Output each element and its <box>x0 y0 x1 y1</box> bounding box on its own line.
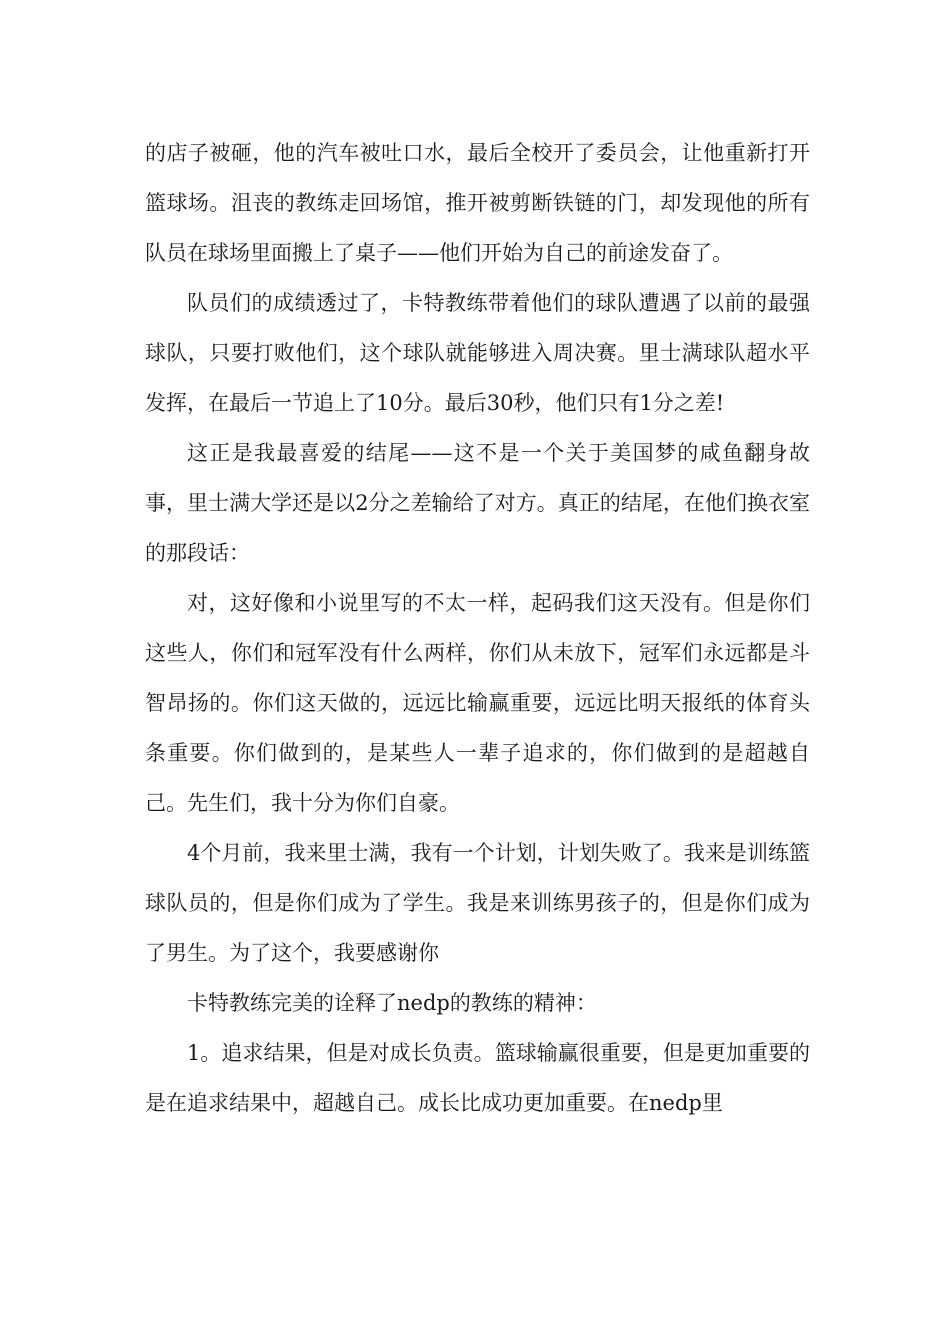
paragraph: 这正是我最喜爱的结尾——这不是一个关于美国梦的咸鱼翻身故事，里士满大学还是以2分之差输给了对方。真正的结尾，在他们换衣室的那段话： <box>145 441 810 565</box>
paragraph: 队员们的成绩透过了，卡特教练带着他们的球队遭遇了以前的最强球队，只要打败他们，这个球队就能够进入周决赛。里士满球队超水平发挥，在最后一节追上了10分。最后30秒，他们只有1分之差! <box>145 291 810 415</box>
paragraph: 1。追求结果，但是对成长负责。篮球输赢很重要，但是更加重要的是在追求结果中，超越自己。成长比成功更加重要。在nedp里 <box>145 1041 810 1115</box>
paragraph: 的店子被砸，他的汽车被吐口水，最后全校开了委员会，让他重新打开篮球场。沮丧的教练走回场馆，推开被剪断铁链的门，却发现他的所有队员在球场里面搬上了桌子——他们开始为自己的前途发奋了。 <box>145 141 810 265</box>
paragraph: 4个月前，我来里士满，我有一个计划，计划失败了。我来是训练篮球队员的，但是你们成为了学生。我是来训练男孩子的，但是你们成为了男生。为了这个，我要感谢你 <box>145 841 810 965</box>
document-body <box>145 128 810 1128</box>
paragraph: 卡特教练完美的诠释了nedp的教练的精神： <box>187 991 597 1015</box>
paragraph: 对，这好像和小说里写的不太一样，起码我们这天没有。但是你们这些人，你们和冠军没有什么两样，你们从未放下，冠军们永远都是斗智昂扬的。你们这天做的，远远比输赢重要，远远比明天报纸的体育头条重要。你们做到的，是某些人一辈子追求的，你们做到的是超越自己。先生们，我十分为你们自豪。 <box>145 591 810 815</box>
